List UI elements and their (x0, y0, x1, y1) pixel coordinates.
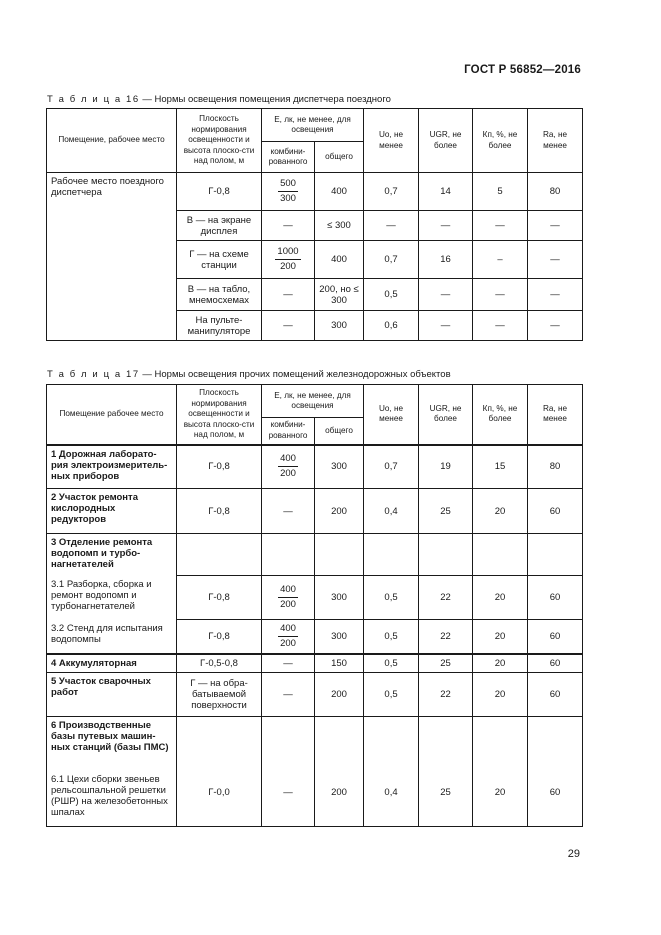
uo-cell: 0,7 (364, 241, 419, 279)
combined-cell: — (262, 279, 315, 311)
place-cell: 6 Производственные базы путевых машин-ных станций (базы ПМС) (47, 717, 177, 771)
kp-cell: — (473, 211, 528, 241)
ra-cell: 60 (528, 620, 583, 654)
ra-cell: 60 (528, 673, 583, 717)
uo-cell: 0,7 (364, 445, 419, 489)
kp-cell: 20 (473, 771, 528, 827)
combined-cell: — (262, 673, 315, 717)
header-place: Помещение, рабочее место (47, 109, 177, 173)
ra-cell: 60 (528, 576, 583, 620)
plane-cell: Г-0,8 (177, 173, 262, 211)
combined-cell (262, 534, 315, 576)
place-cell: 3.2 Стенд для испытания водопомпы (47, 620, 177, 654)
header-place: Помещение рабочее место (47, 385, 177, 445)
fraction: $\frac{400}{200}$ (280, 622, 296, 649)
plane-cell: Г-0,8 (177, 620, 262, 654)
uo-cell: 0,5 (364, 576, 419, 620)
ra-cell (528, 717, 583, 771)
combined-cell (262, 241, 315, 279)
table-17 (46, 384, 583, 827)
fraction: $\frac{500}{300}$ (280, 178, 296, 204)
general-cell: 400 (315, 241, 364, 279)
ugr-cell: 14 (419, 173, 473, 211)
place-cell: 2 Участок ремонта кислородных редукторов (47, 489, 177, 534)
place-cell: 3.1 Разборка, сборка и ремонт водопомп и турбонагнетателей (47, 576, 177, 620)
table-row (47, 576, 583, 620)
table-17-caption (47, 369, 451, 380)
ra-cell: — (528, 279, 583, 311)
ugr-cell: 25 (419, 489, 473, 534)
table-16-caption (47, 94, 391, 105)
place-cell: 5 Участок сварочных работ (47, 673, 177, 717)
uo-cell: 0,4 (364, 771, 419, 827)
kp-cell: 5 (473, 173, 528, 211)
general-cell: 200 (315, 489, 364, 534)
place-cell: 3 Отделение ремонта водопомп и турбо-нагнетателей (47, 534, 177, 576)
table-row (47, 654, 583, 673)
place-cell: 6.1 Цехи сборки звеньев рельсошпальной решетки (РШР) на железобетонных шпалах (47, 771, 177, 827)
combined-cell (262, 717, 315, 771)
ugr-cell: 19 (419, 445, 473, 489)
uo-cell (364, 534, 419, 576)
kp-cell: 15 (473, 445, 528, 489)
general-cell: 150 (315, 654, 364, 673)
table-16-label: Т а б л и ц а 16 (47, 94, 140, 105)
uo-cell: 0,5 (364, 654, 419, 673)
place-cell: 4 Аккумуляторная (47, 654, 177, 673)
uo-cell: 0,7 (364, 173, 419, 211)
header-combined: комбини-рованного (262, 142, 315, 173)
combined-cell: — (262, 489, 315, 534)
ra-cell: 60 (528, 771, 583, 827)
uo-cell (364, 717, 419, 771)
header-kp: Кп, %, не более (473, 385, 528, 445)
kp-cell: — (473, 311, 528, 341)
plane-cell: Г-0,8 (177, 489, 262, 534)
ra-cell: — (528, 311, 583, 341)
table-17-label: Т а б л и ц а 17 (47, 369, 140, 380)
header-ra: Rа, не менее (528, 109, 583, 173)
combined-cell: — (262, 654, 315, 673)
ugr-cell: 22 (419, 620, 473, 654)
header-plane: Плоскость нормирования освещенности и высота плоско-сти над полом, м (177, 109, 262, 173)
uo-cell: 0,4 (364, 489, 419, 534)
header-kp: Кп, %, не более (473, 109, 528, 173)
header-general: общего (315, 142, 364, 173)
page-number: 29 (567, 848, 580, 860)
general-cell: 300 (315, 445, 364, 489)
document-header: ГОСТ Р 56852—2016 (464, 64, 581, 76)
uo-cell: 0,5 (364, 673, 419, 717)
general-cell: 300 (315, 311, 364, 341)
ra-cell (528, 534, 583, 576)
ugr-cell: — (419, 279, 473, 311)
fraction: $\frac{400}{200}$ (280, 453, 296, 480)
kp-cell: 20 (473, 673, 528, 717)
uo-cell: 0,5 (364, 279, 419, 311)
fraction: $\frac{1000}{200}$ (277, 246, 299, 272)
header-uo: Uо, не менее (364, 109, 419, 173)
header-uo: Uо, не менее (364, 385, 419, 445)
kp-cell: 20 (473, 489, 528, 534)
header-ra: Rа, не менее (528, 385, 583, 445)
combined-cell: — (262, 311, 315, 341)
table-row (47, 534, 583, 576)
table-row (47, 489, 583, 534)
kp-cell: — (473, 279, 528, 311)
plane-cell: Г-0,0 (177, 771, 262, 827)
general-cell (315, 534, 364, 576)
general-cell: 200 (315, 673, 364, 717)
fraction: $\frac{400}{200}$ (280, 584, 296, 610)
kp-cell: 20 (473, 654, 528, 673)
general-cell: 300 (315, 576, 364, 620)
general-cell: ≤ 300 (315, 211, 364, 241)
general-cell: 300 (315, 620, 364, 654)
ugr-cell (419, 534, 473, 576)
plane-cell: Г-0,8 (177, 445, 262, 489)
plane-cell: В — на табло, мнемосхемах (177, 279, 262, 311)
header-illuminance: Е, лк, не менее, для освещения (262, 109, 364, 142)
table-row (47, 445, 583, 489)
table-row (47, 673, 583, 717)
ra-cell: 60 (528, 489, 583, 534)
ugr-cell: 25 (419, 654, 473, 673)
plane-cell: На пульте-манипуляторе (177, 311, 262, 341)
table-17-title: — Нормы освещения прочих помещений железнодорожных объектов (139, 369, 451, 380)
kp-cell: 20 (473, 576, 528, 620)
general-cell: 200 (315, 771, 364, 827)
plane-cell: В — на экране дисплея (177, 211, 262, 241)
ra-cell: 60 (528, 654, 583, 673)
general-cell: 400 (315, 173, 364, 211)
combined-cell (262, 445, 315, 489)
table-16-title: — Нормы освещения помещения диспетчера поездного (139, 94, 391, 105)
ugr-cell: 25 (419, 771, 473, 827)
header-general: общего (315, 418, 364, 445)
uo-cell: 0,5 (364, 620, 419, 654)
plane-cell: Г-0,5-0,8 (177, 654, 262, 673)
table-row (47, 717, 583, 771)
combined-cell: — (262, 211, 315, 241)
plane-cell: Г — на обра-батываемой поверхности (177, 673, 262, 717)
combined-cell (262, 173, 315, 211)
plane-cell (177, 534, 262, 576)
ugr-cell: 22 (419, 673, 473, 717)
header-ugr: UGR, не более (419, 109, 473, 173)
ugr-cell: — (419, 211, 473, 241)
combined-cell: — (262, 771, 315, 827)
header-combined: комбини-рованного (262, 418, 315, 445)
kp-cell: 20 (473, 620, 528, 654)
ra-cell: 80 (528, 445, 583, 489)
plane-cell (177, 717, 262, 771)
plane-cell: Г-0,8 (177, 576, 262, 620)
uo-cell: — (364, 211, 419, 241)
kp-cell (473, 717, 528, 771)
header-ugr: UGR, не более (419, 385, 473, 445)
uo-cell: 0,6 (364, 311, 419, 341)
plane-cell: Г — на схеме станции (177, 241, 262, 279)
table-16 (46, 108, 583, 341)
ugr-cell (419, 717, 473, 771)
combined-cell (262, 620, 315, 654)
place-cell: Рабочее место поездного диспетчера (47, 173, 177, 341)
ugr-cell: 16 (419, 241, 473, 279)
general-cell (315, 717, 364, 771)
kp-cell: – (473, 241, 528, 279)
general-cell: 200, но ≤ 300 (315, 279, 364, 311)
header-illuminance: Е, лк, не менее, для освещения (262, 385, 364, 418)
table-row (47, 771, 583, 827)
combined-cell (262, 576, 315, 620)
ugr-cell: — (419, 311, 473, 341)
place-cell: 1 Дорожная лаборато-рия электроизмеритель-ных приборов (47, 445, 177, 489)
ugr-cell: 22 (419, 576, 473, 620)
kp-cell (473, 534, 528, 576)
ra-cell: — (528, 211, 583, 241)
ra-cell: 80 (528, 173, 583, 211)
table-row (47, 173, 583, 211)
table-row (47, 620, 583, 654)
ra-cell: — (528, 241, 583, 279)
header-plane: Плоскость нормирования освещенности и высота плоско-сти над полом, м (177, 385, 262, 445)
